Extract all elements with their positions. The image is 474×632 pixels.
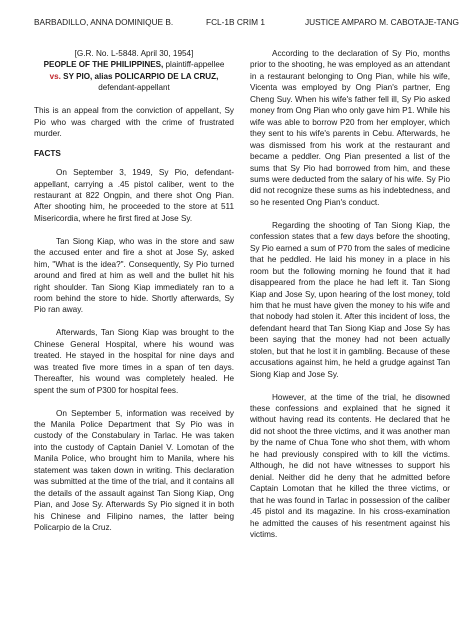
right-column [250, 48, 450, 540]
plaintiff-name: PEOPLE OF THE PHILIPPINES, [43, 60, 164, 70]
class-code: FCL-1B CRIM 1 [206, 17, 266, 27]
facts-paragraph: Regarding the shooting of Tan Siong Kiap, the confession states that a few days before the shooting, Sy Pio earned a sum of P70 from the sales of medicine that he peddled. He laid his money in a place in his room but the following morning he found that it had disappeared from the place he had left it. Tan Siong Kiap and Jose Sy, upon hearing of the lost money, told him that he must have given the money to his wife and that nobody had stolen it. After this incident of loss, the defendant heard that Tan Siong Kiap and Jose Sy has been saying that the money had not been actually stolen, but that he lost it in gambling. Because of these accusations against him, he held a grudge against Tan Siong Kiap and Jose Sy. [250, 220, 450, 379]
facts-paragraph: Tan Siong Kiap, who was in the store and saw the accused enter and fire a shot at Jose Sy, asked him, "What is the idea?". Consequently, Sy Pio turned around and fired at him as well and the bullet hit his right shoulder. Tan Siong Kiap immediately ran to a room behind the store to hide. Shortly afterwards, Sy Pio ran away. [34, 236, 234, 315]
facts-paragraph: Afterwards, Tan Siong Kiap was brought to the Chinese General Hospital, where his wound was treated. He stayed in the hospital for nine days and was treated five more times in a span of ten days. Thereafter, his wound was completely healed. He spent the sum of P300 for hospital fees. [34, 328, 234, 395]
professor-name: JUSTICE AMPARO M. CABOTAJE-TANG [305, 17, 459, 27]
facts-paragraph: According to the declaration of Sy Pio, months prior to the shooting, he was employed as an attendant in a restaurant belonging to Ong Pian, while his wife, Vicenta was employed by Ong Pian's partner, Eng Cheng Suy. When his wife's father fell ill, Sy Pio asked money from Ong Pian who only gave him P1. While his wife was able to borrow P20 from her employer, which they sent to his wife's parents in Cebu. Afterwards, he was dismissed from his work at the restaurant and became a peddler. Ong Pian presented a list of the sums that Sy Pio had borrowed from him, and these sums were deducted from the salary of his wife. Sy Pio did not recognize these sums as his indebtedness, and so he resented Ong Pian's conduct. [250, 49, 450, 207]
page-header [34, 17, 459, 29]
defendant-role: defendant-appellant [98, 83, 170, 93]
versus-label: vs. [49, 71, 61, 81]
facts-heading: FACTS [34, 148, 61, 158]
case-parties [34, 59, 234, 93]
case-citation: [G.R. No. L-5848. April 30, 1954] [74, 49, 194, 58]
left-column [34, 48, 234, 534]
facts-paragraph: On September 5, information was received by the Manila Police Department that Sy Pio was in custody of the Constabulary in Tarlac. He was taken into the custody of Captain Daniel V. Lomotan of the Manila Police, who brought him to Manila, where his statement was taken down in writing. This declaration was submitted at the time of the trial, and it contains all the details of the assault against Tan Siong Kiap, Ong Pian, and Jose Sy. Afterwards Sy Pio signed it in both his Chinese and Filipino names, the latter being Policarpio de la Cruz. [34, 408, 234, 533]
facts-paragraph: However, at the time of the trial, he disowned these confessions and explained that he signed it without having read its contents. He declared that he did not shoot the three victims, and it was another man by the name of Chua Tone who shot them, with whom he had previously conspired with to kill the victims. Although, he did not have witnesses to support his denial. Neither did he deny that he admitted before Captain Lomotan that he killed the three victims, or that he was found in Tarlac in possession of the caliber .45 pistol and its magazine. In his cross-examination he admitted the causes of his resentment against his victims. [250, 392, 450, 539]
plaintiff-role: plaintiff-appellee [163, 60, 225, 70]
facts-paragraph: On September 3, 1949, Sy Pio, defendant-appellant, carrying a .45 pistol caliber, went to the restaurant at 822 Ongpin, and there shot Ong Pian. After shooting him, he proceeded to the store at 511 Misericordia, where he first fired at Jose Sy. [34, 168, 234, 223]
intro-paragraph: This is an appeal from the conviction of appellant, Sy Pio who was charged with the crime of frustrated murder. [34, 106, 234, 139]
defendant-name: SY PIO, alias POLICARPIO DE LA CRUZ, [60, 71, 219, 81]
student-name: BARBADILLO, ANNA DOMINIQUE B. [34, 17, 174, 27]
